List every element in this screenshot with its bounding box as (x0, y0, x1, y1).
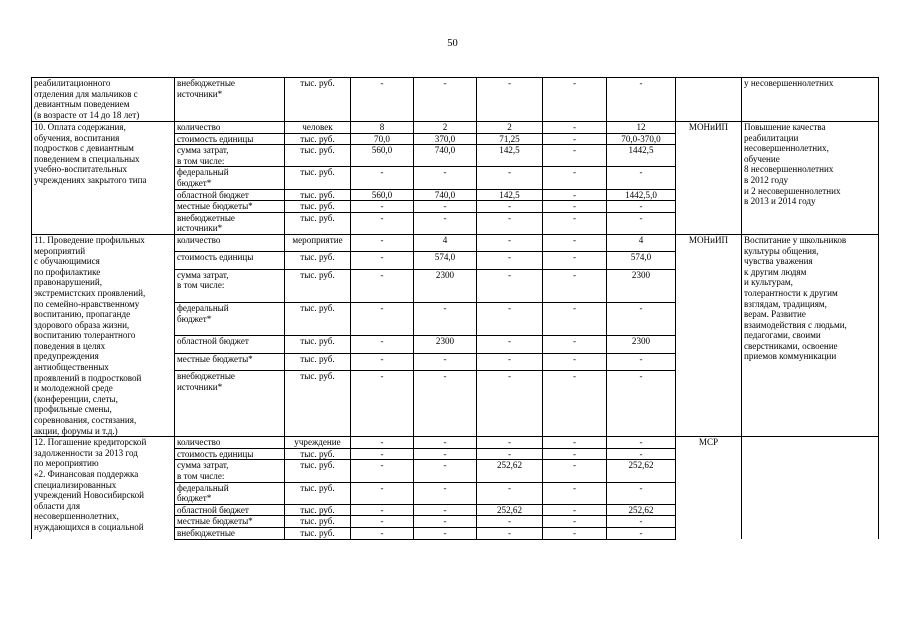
table-row (32, 234, 879, 251)
unit-of-measure: тыс. руб. (285, 167, 351, 189)
value-cell: 71,25 (477, 133, 543, 145)
value-cell: 4 (414, 234, 477, 251)
unit-of-measure: тыс. руб. (285, 133, 351, 145)
unit-of-measure: тыс. руб. (285, 482, 351, 504)
unit-of-measure: тыс. руб. (285, 269, 351, 302)
value-cell: 740,0 (414, 145, 477, 167)
value-cell: - (414, 212, 477, 234)
activity-description: 11. Проведение профильных мероприятий с обучающимися по профилактике правонарушений, экстремистских проявлений, по семейно-нравственному воспитанию, пропаганде здорового образа жизни, воспитанию толерантного поведения в целях предупреждения антиобщественных проявлений в подростковой и молодежной среде (конференции, слеты, профильные смены, соревнования, состязания, акции, форумы и т.д.) (32, 234, 175, 436)
value-cell: - (477, 353, 543, 370)
unit-of-measure: тыс. руб. (285, 448, 351, 460)
value-cell: 2300 (414, 336, 477, 353)
value-cell: 252,62 (607, 460, 676, 482)
value-cell: - (477, 303, 543, 336)
value-cell: - (543, 303, 607, 336)
unit-of-measure: тыс. руб. (285, 336, 351, 353)
value-cell: - (477, 212, 543, 234)
value-cell: 2300 (414, 269, 477, 302)
value-cell: - (607, 303, 676, 336)
value-cell: - (414, 353, 477, 370)
program-activities-table (31, 77, 879, 540)
unit-of-measure: человек (285, 122, 351, 134)
value-cell: - (607, 201, 676, 213)
responsible-executor: МОНиИП (676, 122, 742, 235)
value-cell: - (414, 516, 477, 528)
indicator-name: сумма затрат, в том числе: (175, 460, 285, 482)
value-cell: - (477, 201, 543, 213)
value-cell: - (414, 527, 477, 539)
value-cell: - (414, 303, 477, 336)
table-row (32, 78, 879, 122)
value-cell: 2300 (607, 269, 676, 302)
value-cell: - (351, 482, 414, 504)
unit-of-measure: тыс. руб. (285, 527, 351, 539)
value-cell: - (351, 201, 414, 213)
value-cell: - (543, 269, 607, 302)
value-cell: - (351, 269, 414, 302)
value-cell: - (414, 167, 477, 189)
indicator-name: стоимость единицы (175, 133, 285, 145)
unit-of-measure: тыс. руб. (285, 201, 351, 213)
value-cell: - (543, 527, 607, 539)
value-cell: - (414, 448, 477, 460)
unit-of-measure: учреждение (285, 437, 351, 449)
value-cell: - (607, 437, 676, 449)
value-cell: - (414, 482, 477, 504)
value-cell: - (351, 353, 414, 370)
value-cell: - (543, 353, 607, 370)
value-cell: - (351, 336, 414, 353)
value-cell: 2 (414, 122, 477, 134)
value-cell: - (351, 252, 414, 269)
activity-description: 10. Оплата содержания, обучения, воспитания подростков с девиантным поведением в специальных учебно-воспитательных учреждениях закрытого типа (32, 122, 175, 235)
value-cell: - (543, 145, 607, 167)
indicator-name: стоимость единицы (175, 448, 285, 460)
value-cell: 1442,5,0 (607, 189, 676, 201)
value-cell: - (477, 482, 543, 504)
value-cell: - (414, 437, 477, 449)
value-cell: - (543, 78, 607, 122)
indicator-name: областной бюджет (175, 336, 285, 353)
value-cell: 1442,5 (607, 145, 676, 167)
unit-of-measure: тыс. руб. (285, 252, 351, 269)
indicator-name: областной бюджет (175, 189, 285, 201)
value-cell: - (414, 460, 477, 482)
value-cell: - (543, 336, 607, 353)
value-cell: - (543, 504, 607, 516)
indicator-name: федеральный бюджет* (175, 482, 285, 504)
value-cell: 70,0 (351, 133, 414, 145)
value-cell: - (607, 516, 676, 528)
unit-of-measure: тыс. руб. (285, 371, 351, 437)
indicator-name: местные бюджеты* (175, 353, 285, 370)
unit-of-measure: тыс. руб. (285, 516, 351, 528)
responsible-executor: МСР (676, 437, 742, 539)
value-cell: - (543, 448, 607, 460)
value-cell: 252,62 (477, 460, 543, 482)
indicator-name: сумма затрат, в том числе: (175, 269, 285, 302)
indicator-name: внебюджетные источники* (175, 371, 285, 437)
value-cell: - (351, 78, 414, 122)
value-cell: - (543, 167, 607, 189)
activity-description: 12. Погашение кредиторской задолженности за 2013 год по мероприятию «2. Финансовая поддержка специализированных учреждений Новосибирской области для несовершеннолетних, нуждающихся в социальной (32, 437, 175, 539)
value-cell: - (543, 201, 607, 213)
value-cell: 740,0 (414, 189, 477, 201)
responsible-executor: МОНиИП (676, 234, 742, 436)
value-cell: - (543, 234, 607, 251)
value-cell: - (414, 78, 477, 122)
value-cell: 4 (607, 234, 676, 251)
value-cell: - (477, 527, 543, 539)
value-cell: - (477, 269, 543, 302)
value-cell: - (543, 516, 607, 528)
value-cell: - (414, 371, 477, 437)
value-cell: - (351, 460, 414, 482)
value-cell: 574,0 (414, 252, 477, 269)
value-cell: - (351, 516, 414, 528)
value-cell: - (351, 167, 414, 189)
value-cell: 574,0 (607, 252, 676, 269)
indicator-name: сумма затрат, в том числе: (175, 145, 285, 167)
indicator-name: количество (175, 437, 285, 449)
indicator-name: федеральный бюджет* (175, 303, 285, 336)
responsible-executor (676, 78, 742, 122)
table-row (32, 437, 879, 449)
expected-result: Повышение качества реабилитации несовершеннолетних, обучение 8 несовершеннолетних в 2012 году и 2 несовершеннолетних в 2013 и 2014 году (742, 122, 879, 235)
indicator-name: количество (175, 122, 285, 134)
value-cell: 142,5 (477, 189, 543, 201)
value-cell: - (477, 516, 543, 528)
value-cell: - (351, 234, 414, 251)
indicator-name: местные бюджеты* (175, 516, 285, 528)
unit-of-measure: тыс. руб. (285, 504, 351, 516)
value-cell: - (351, 504, 414, 516)
value-cell: - (543, 252, 607, 269)
value-cell: 2 (477, 122, 543, 134)
indicator-name: федеральный бюджет* (175, 167, 285, 189)
value-cell: - (543, 122, 607, 134)
value-cell: - (351, 212, 414, 234)
value-cell: - (543, 133, 607, 145)
value-cell: - (543, 460, 607, 482)
value-cell: - (477, 234, 543, 251)
expected-result: Воспитание у школьников культуры общения, чувства уважения к другим людям и культурам, толерантности к другим взглядам, традициям, верам. Развитие взаимодействия с людьми, педагогами, своими сверстниками, освоение приемов коммуникации (742, 234, 879, 436)
value-cell: - (607, 448, 676, 460)
value-cell: - (607, 167, 676, 189)
indicator-name: стоимость единицы (175, 252, 285, 269)
indicator-name: местные бюджеты* (175, 201, 285, 213)
value-cell: - (351, 303, 414, 336)
value-cell: - (477, 448, 543, 460)
value-cell: 370,0 (414, 133, 477, 145)
value-cell: - (477, 371, 543, 437)
value-cell: - (607, 78, 676, 122)
value-cell: 2300 (607, 336, 676, 353)
indicator-name: внебюджетные источники* (175, 212, 285, 234)
expected-result: у несовершеннолетних (742, 78, 879, 122)
indicator-name: внебюджетные источники* (175, 78, 285, 122)
value-cell: - (543, 437, 607, 449)
value-cell: - (477, 437, 543, 449)
value-cell: - (477, 336, 543, 353)
value-cell: 70,0-370,0 (607, 133, 676, 145)
value-cell: - (351, 448, 414, 460)
unit-of-measure: тыс. руб. (285, 353, 351, 370)
unit-of-measure: тыс. руб. (285, 460, 351, 482)
unit-of-measure: тыс. руб. (285, 145, 351, 167)
value-cell: 560,0 (351, 145, 414, 167)
value-cell: - (351, 371, 414, 437)
unit-of-measure: мероприятие (285, 234, 351, 251)
value-cell: - (543, 189, 607, 201)
indicator-name: внебюджетные (175, 527, 285, 539)
table-row (32, 122, 879, 134)
activity-description: реабилитационного отделения для мальчиков с девиантным поведением (в возрасте от 14 до 18 лет) (32, 78, 175, 122)
value-cell: 560,0 (351, 189, 414, 201)
value-cell: 12 (607, 122, 676, 134)
page-number: 50 (447, 38, 458, 49)
unit-of-measure: тыс. руб. (285, 189, 351, 201)
indicator-name: областной бюджет (175, 504, 285, 516)
value-cell: - (607, 212, 676, 234)
value-cell: - (351, 527, 414, 539)
unit-of-measure: тыс. руб. (285, 78, 351, 122)
value-cell: - (543, 212, 607, 234)
unit-of-measure: тыс. руб. (285, 303, 351, 336)
unit-of-measure: тыс. руб. (285, 212, 351, 234)
value-cell: - (477, 78, 543, 122)
value-cell: - (414, 201, 477, 213)
value-cell: - (351, 437, 414, 449)
value-cell: 8 (351, 122, 414, 134)
value-cell: - (607, 353, 676, 370)
value-cell: - (477, 167, 543, 189)
value-cell: - (543, 482, 607, 504)
value-cell: - (607, 371, 676, 437)
value-cell: - (414, 504, 477, 516)
value-cell: - (543, 371, 607, 437)
value-cell: - (477, 252, 543, 269)
indicator-name: количество (175, 234, 285, 251)
value-cell: - (607, 482, 676, 504)
value-cell: 142,5 (477, 145, 543, 167)
value-cell: - (607, 527, 676, 539)
expected-result (742, 437, 879, 539)
value-cell: 252,62 (607, 504, 676, 516)
value-cell: 252,62 (477, 504, 543, 516)
table-body (32, 78, 879, 540)
